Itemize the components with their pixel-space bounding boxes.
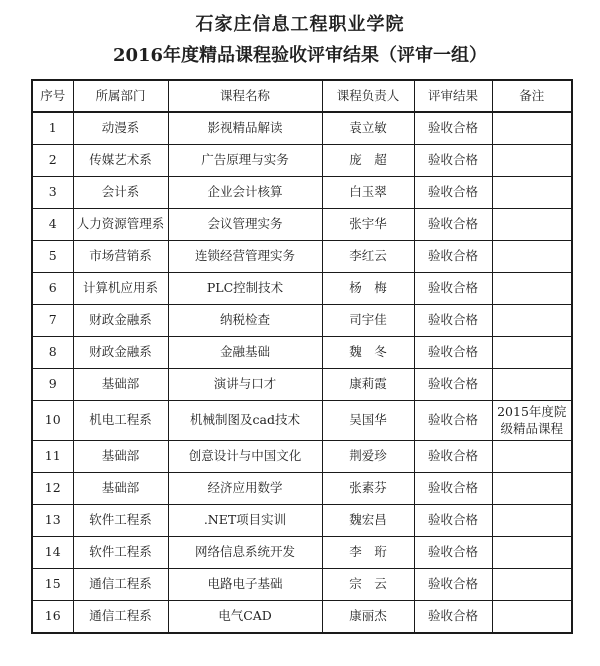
cell-leader: 吴国华 xyxy=(322,401,414,441)
cell-result: 验收合格 xyxy=(414,305,492,337)
cell-result: 验收合格 xyxy=(414,337,492,369)
cell-leader: 李 珩 xyxy=(322,537,414,569)
page-subtitle: 2016年度精品课程验收评审结果（评审一组） xyxy=(112,45,488,66)
table-row xyxy=(32,337,572,369)
cell-result: 验收合格 xyxy=(414,601,492,634)
cell-course: .NET项目实训 xyxy=(168,505,322,537)
cell-remark xyxy=(492,569,572,601)
cell-result: 验收合格 xyxy=(414,401,492,441)
cell-result: 验收合格 xyxy=(414,441,492,473)
cell-leader: 张素芬 xyxy=(322,473,414,505)
cell-no: 5 xyxy=(32,241,73,273)
cell-result: 验收合格 xyxy=(414,537,492,569)
table-row xyxy=(32,369,572,401)
cell-remark xyxy=(492,177,572,209)
table-row xyxy=(32,537,572,569)
cell-no: 7 xyxy=(32,305,73,337)
cell-course: 电路电子基础 xyxy=(168,569,322,601)
col-header-remark: 备注 xyxy=(492,80,572,112)
cell-no: 2 xyxy=(32,145,73,177)
cell-no: 3 xyxy=(32,177,73,209)
cell-no: 8 xyxy=(32,337,73,369)
cell-remark xyxy=(492,209,572,241)
cell-dept: 会计系 xyxy=(73,177,168,209)
cell-course: 纳税检查 xyxy=(168,305,322,337)
cell-course: 金融基础 xyxy=(168,337,322,369)
cell-course: 电气CAD xyxy=(168,601,322,634)
cell-remark xyxy=(492,337,572,369)
cell-course: 企业会计核算 xyxy=(168,177,322,209)
table-row xyxy=(32,273,572,305)
cell-leader: 庞 超 xyxy=(322,145,414,177)
table-row xyxy=(32,505,572,537)
table-row xyxy=(32,112,572,145)
cell-dept: 计算机应用系 xyxy=(73,273,168,305)
cell-remark xyxy=(492,601,572,634)
cell-dept: 人力资源管理系 xyxy=(73,209,168,241)
cell-course: 演讲与口才 xyxy=(168,369,322,401)
cell-dept: 基础部 xyxy=(73,473,168,505)
cell-remark xyxy=(492,441,572,473)
cell-remark: 2015年度院级精品课程 xyxy=(492,401,572,441)
cell-leader: 白玉翠 xyxy=(322,177,414,209)
cell-no: 10 xyxy=(32,401,73,441)
results-table xyxy=(31,79,573,634)
cell-course: 网络信息系统开发 xyxy=(168,537,322,569)
cell-dept: 软件工程系 xyxy=(73,505,168,537)
cell-remark xyxy=(492,505,572,537)
cell-leader: 魏宏昌 xyxy=(322,505,414,537)
table-row xyxy=(32,305,572,337)
cell-no: 12 xyxy=(32,473,73,505)
cell-no: 1 xyxy=(32,112,73,145)
table-row xyxy=(32,209,572,241)
cell-no: 4 xyxy=(32,209,73,241)
col-header-course: 课程名称 xyxy=(168,80,322,112)
cell-no: 13 xyxy=(32,505,73,537)
cell-remark xyxy=(492,241,572,273)
cell-result: 验收合格 xyxy=(414,112,492,145)
table-row xyxy=(32,569,572,601)
cell-remark xyxy=(492,145,572,177)
cell-dept: 传媒艺术系 xyxy=(73,145,168,177)
cell-result: 验收合格 xyxy=(414,177,492,209)
page-title: 石家庄信息工程职业学院 xyxy=(195,14,405,35)
cell-dept: 动漫系 xyxy=(73,112,168,145)
cell-course: 会议管理实务 xyxy=(168,209,322,241)
cell-no: 14 xyxy=(32,537,73,569)
cell-remark xyxy=(492,273,572,305)
cell-no: 6 xyxy=(32,273,73,305)
cell-dept: 通信工程系 xyxy=(73,569,168,601)
cell-leader: 张宇华 xyxy=(322,209,414,241)
cell-leader: 康丽杰 xyxy=(322,601,414,634)
cell-leader: 杨 梅 xyxy=(322,273,414,305)
cell-remark xyxy=(492,112,572,145)
cell-leader: 宗 云 xyxy=(322,569,414,601)
cell-course: 机械制图及cad技术 xyxy=(168,401,322,441)
cell-no: 9 xyxy=(32,369,73,401)
table-row xyxy=(32,441,572,473)
cell-result: 验收合格 xyxy=(414,209,492,241)
cell-remark xyxy=(492,369,572,401)
cell-leader: 李红云 xyxy=(322,241,414,273)
cell-result: 验收合格 xyxy=(414,369,492,401)
cell-leader: 司宇佳 xyxy=(322,305,414,337)
col-header-result: 评审结果 xyxy=(414,80,492,112)
table-row xyxy=(32,241,572,273)
cell-no: 11 xyxy=(32,441,73,473)
table-row xyxy=(32,601,572,634)
cell-result: 验收合格 xyxy=(414,145,492,177)
table-row xyxy=(32,473,572,505)
cell-remark xyxy=(492,305,572,337)
cell-result: 验收合格 xyxy=(414,505,492,537)
document-page xyxy=(0,14,600,634)
cell-result: 验收合格 xyxy=(414,273,492,305)
cell-leader: 魏 冬 xyxy=(322,337,414,369)
cell-course: 创意设计与中国文化 xyxy=(168,441,322,473)
table-row xyxy=(32,177,572,209)
table-header-row xyxy=(32,80,572,112)
cell-dept: 机电工程系 xyxy=(73,401,168,441)
cell-course: 连锁经营管理实务 xyxy=(168,241,322,273)
cell-remark xyxy=(492,537,572,569)
cell-no: 16 xyxy=(32,601,73,634)
cell-dept: 财政金融系 xyxy=(73,337,168,369)
cell-course: PLC控制技术 xyxy=(168,273,322,305)
cell-result: 验收合格 xyxy=(414,473,492,505)
cell-course: 经济应用数学 xyxy=(168,473,322,505)
cell-dept: 软件工程系 xyxy=(73,537,168,569)
table-row xyxy=(32,401,572,441)
cell-dept: 通信工程系 xyxy=(73,601,168,634)
cell-result: 验收合格 xyxy=(414,569,492,601)
cell-no: 15 xyxy=(32,569,73,601)
cell-leader: 康莉霞 xyxy=(322,369,414,401)
cell-course: 影视精品解读 xyxy=(168,112,322,145)
cell-leader: 荆爱珍 xyxy=(322,441,414,473)
cell-dept: 基础部 xyxy=(73,369,168,401)
table-row xyxy=(32,145,572,177)
cell-remark xyxy=(492,473,572,505)
col-header-leader: 课程负责人 xyxy=(322,80,414,112)
cell-dept: 基础部 xyxy=(73,441,168,473)
cell-dept: 财政金融系 xyxy=(73,305,168,337)
col-header-dept: 所属部门 xyxy=(73,80,168,112)
cell-course: 广告原理与实务 xyxy=(168,145,322,177)
cell-dept: 市场营销系 xyxy=(73,241,168,273)
cell-leader: 袁立敏 xyxy=(322,112,414,145)
col-header-no: 序号 xyxy=(32,80,73,112)
cell-result: 验收合格 xyxy=(414,241,492,273)
